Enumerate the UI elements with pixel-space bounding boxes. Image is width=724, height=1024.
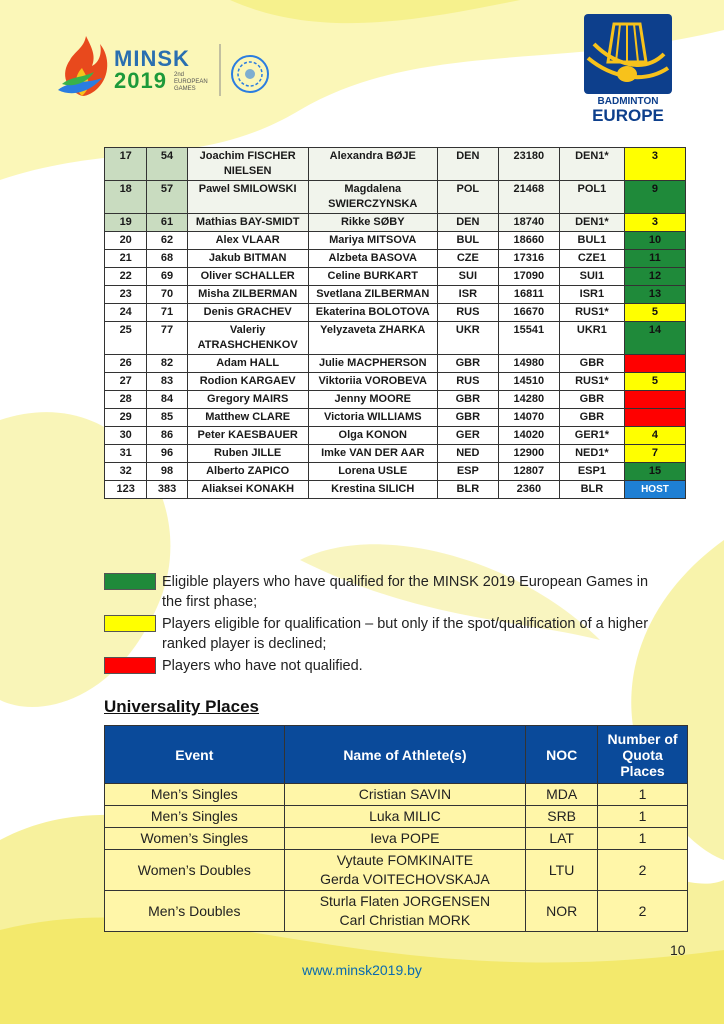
athlete-name: Carl Christian MORK bbox=[339, 912, 471, 928]
entry-number-cell: 84 bbox=[147, 391, 187, 409]
code-cell: RUS1* bbox=[559, 304, 624, 322]
player-two-cell: Imke VAN DER AAR bbox=[308, 445, 437, 463]
table-row bbox=[105, 784, 688, 806]
code-cell: ESP1 bbox=[559, 463, 624, 481]
rank-cell: 28 bbox=[105, 391, 147, 409]
player-one-cell: Peter KAESBAUER bbox=[187, 427, 308, 445]
player-two-cell: Julie MACPHERSON bbox=[308, 355, 437, 373]
status-cell bbox=[624, 409, 685, 427]
code-cell: GBR bbox=[559, 391, 624, 409]
noc-cell: GBR bbox=[437, 355, 498, 373]
athletes-cell bbox=[284, 828, 526, 850]
legend-text: Players who have not qualified. bbox=[162, 658, 363, 674]
status-cell: 15 bbox=[624, 463, 685, 481]
player-two-cell: Krestina SILICH bbox=[308, 481, 437, 499]
status-cell: 3 bbox=[624, 214, 685, 232]
points-cell: 17316 bbox=[498, 250, 559, 268]
rank-cell: 24 bbox=[105, 304, 147, 322]
player-two-cell: Olga KONON bbox=[308, 427, 437, 445]
rank-cell: 27 bbox=[105, 373, 147, 391]
player-two-cell: Yelyzaveta ZHARKA bbox=[308, 322, 437, 355]
noc-cell: DEN bbox=[437, 214, 498, 232]
entry-number-cell: 98 bbox=[147, 463, 187, 481]
table-row bbox=[105, 232, 686, 250]
logo-text-year: 2019 bbox=[114, 68, 167, 93]
noc-cell: POL bbox=[437, 181, 498, 214]
noc-cell: RUS bbox=[437, 373, 498, 391]
points-cell: 14510 bbox=[498, 373, 559, 391]
status-cell: 5 bbox=[624, 304, 685, 322]
status-cell: 14 bbox=[624, 322, 685, 355]
player-one-cell: Rodion KARGAEV bbox=[187, 373, 308, 391]
status-cell: 10 bbox=[624, 232, 685, 250]
noc-cell: RUS bbox=[437, 304, 498, 322]
entry-number-cell: 85 bbox=[147, 409, 187, 427]
table-row bbox=[105, 214, 686, 232]
noc-cell: BLR bbox=[437, 481, 498, 499]
points-cell: 14280 bbox=[498, 391, 559, 409]
player-two-cell: Svetlana ZILBERMAN bbox=[308, 286, 437, 304]
points-cell: 14020 bbox=[498, 427, 559, 445]
athletes-cell bbox=[284, 891, 526, 932]
logo-sub-line: EUROPEAN bbox=[174, 79, 208, 85]
points-cell: 16811 bbox=[498, 286, 559, 304]
table-row bbox=[105, 355, 686, 373]
rank-cell: 25 bbox=[105, 322, 147, 355]
player-two-cell: Lorena USLE bbox=[308, 463, 437, 481]
code-cell: BUL1 bbox=[559, 232, 624, 250]
event-cell: Men’s Doubles bbox=[105, 891, 285, 932]
noc-cell: GBR bbox=[437, 391, 498, 409]
player-one-cell: Misha ZILBERMAN bbox=[187, 286, 308, 304]
player-two-cell: Celine BURKART bbox=[308, 268, 437, 286]
player-one-cell: Pawel SMILOWSKI bbox=[187, 181, 308, 214]
player-one-cell: Alex VLAAR bbox=[187, 232, 308, 250]
status-cell: 5 bbox=[624, 373, 685, 391]
player-one-cell: Joachim FISCHER NIELSEN bbox=[187, 148, 308, 181]
athletes-cell bbox=[284, 784, 526, 806]
status-cell: 3 bbox=[624, 148, 685, 181]
status-cell bbox=[624, 391, 685, 409]
ranking-table bbox=[104, 147, 686, 499]
table-row bbox=[105, 304, 686, 322]
table-row bbox=[105, 181, 686, 214]
noc-cell: GER bbox=[437, 427, 498, 445]
rank-cell: 19 bbox=[105, 214, 147, 232]
rank-cell: 26 bbox=[105, 355, 147, 373]
noc-cell: MDA bbox=[526, 784, 598, 806]
code-cell: BLR bbox=[559, 481, 624, 499]
entry-number-cell: 54 bbox=[147, 148, 187, 181]
header-quota: Number of Quota Places bbox=[598, 726, 688, 784]
table-row bbox=[105, 463, 686, 481]
points-cell: 17090 bbox=[498, 268, 559, 286]
rank-cell: 29 bbox=[105, 409, 147, 427]
quota-cell: 1 bbox=[598, 806, 688, 828]
status-cell: 12 bbox=[624, 268, 685, 286]
table-row bbox=[105, 850, 688, 891]
entry-number-cell: 62 bbox=[147, 232, 187, 250]
rank-cell: 21 bbox=[105, 250, 147, 268]
points-cell: 2360 bbox=[498, 481, 559, 499]
player-two-cell: Alexandra BØJE bbox=[308, 148, 437, 181]
rank-cell: 20 bbox=[105, 232, 147, 250]
table-row bbox=[105, 445, 686, 463]
table-row bbox=[105, 268, 686, 286]
entry-number-cell: 70 bbox=[147, 286, 187, 304]
code-cell: ISR1 bbox=[559, 286, 624, 304]
player-one-cell: Matthew CLARE bbox=[187, 409, 308, 427]
event-cell: Men’s Singles bbox=[105, 784, 285, 806]
logo-sub-line: 2nd bbox=[174, 72, 185, 78]
table-row bbox=[105, 427, 686, 445]
entry-number-cell: 83 bbox=[147, 373, 187, 391]
noc-cell: ISR bbox=[437, 286, 498, 304]
points-cell: 18660 bbox=[498, 232, 559, 250]
player-two-cell: Alzbeta BASOVA bbox=[308, 250, 437, 268]
table-row bbox=[105, 481, 686, 499]
code-cell: GBR bbox=[559, 355, 624, 373]
shuttlecock-icon bbox=[584, 14, 672, 94]
logo-text-badminton: BADMINTON bbox=[597, 96, 659, 107]
quota-cell: 2 bbox=[598, 850, 688, 891]
player-two-cell: Rikke SØBY bbox=[308, 214, 437, 232]
points-cell: 21468 bbox=[498, 181, 559, 214]
noc-cell: GBR bbox=[437, 409, 498, 427]
rank-cell: 30 bbox=[105, 427, 147, 445]
status-cell: 13 bbox=[624, 286, 685, 304]
universality-table-body bbox=[105, 784, 688, 932]
yellow-swatch bbox=[104, 615, 156, 632]
table-row bbox=[105, 286, 686, 304]
quota-cell: 1 bbox=[598, 828, 688, 850]
player-two-cell: Mariya MITSOVA bbox=[308, 232, 437, 250]
minsk-2019-logo bbox=[52, 30, 272, 102]
status-cell: 11 bbox=[624, 250, 685, 268]
status-cell bbox=[624, 355, 685, 373]
rank-cell: 17 bbox=[105, 148, 147, 181]
status-cell: 9 bbox=[624, 181, 685, 214]
status-cell: 4 bbox=[624, 427, 685, 445]
red-swatch bbox=[104, 657, 156, 674]
points-cell: 15541 bbox=[498, 322, 559, 355]
table-row bbox=[105, 806, 688, 828]
entry-number-cell: 77 bbox=[147, 322, 187, 355]
status-cell: HOST bbox=[624, 481, 685, 499]
entry-number-cell: 61 bbox=[147, 214, 187, 232]
table-row bbox=[105, 891, 688, 932]
noc-cell: NOR bbox=[526, 891, 598, 932]
athletes-cell bbox=[284, 806, 526, 828]
badminton-europe-logo bbox=[584, 14, 672, 126]
page-number: 10 bbox=[670, 942, 686, 958]
legend-item-red bbox=[104, 656, 664, 676]
code-cell: GBR bbox=[559, 409, 624, 427]
table-row bbox=[105, 322, 686, 355]
player-one-cell: Oliver SCHALLER bbox=[187, 268, 308, 286]
ranking-table-body bbox=[105, 148, 686, 499]
player-one-cell: Denis GRACHEV bbox=[187, 304, 308, 322]
table-row bbox=[105, 391, 686, 409]
event-cell: Women’s Doubles bbox=[105, 850, 285, 891]
logo-text-europe: EUROPE bbox=[592, 106, 664, 125]
athlete-name: Sturla Flaten JORGENSEN bbox=[319, 893, 491, 909]
legend-text: Eligible players who have qualified for the MINSK 2019 European Games in the first phase; bbox=[162, 574, 649, 610]
legend-item-yellow bbox=[104, 614, 664, 654]
rank-cell: 18 bbox=[105, 181, 147, 214]
table-row bbox=[105, 828, 688, 850]
player-one-cell: Jakub BITMAN bbox=[187, 250, 308, 268]
logo-subtext bbox=[174, 72, 208, 93]
athlete-name: Ieva POPE bbox=[370, 830, 440, 846]
header-event: Event bbox=[105, 726, 285, 784]
rank-cell: 123 bbox=[105, 481, 147, 499]
universality-table bbox=[104, 725, 688, 932]
player-two-cell: Ekaterina BOLOTOVA bbox=[308, 304, 437, 322]
status-cell: 7 bbox=[624, 445, 685, 463]
code-cell: NED1* bbox=[559, 445, 624, 463]
points-cell: 14980 bbox=[498, 355, 559, 373]
entry-number-cell: 86 bbox=[147, 427, 187, 445]
header-noc: NOC bbox=[526, 726, 598, 784]
code-cell: GER1* bbox=[559, 427, 624, 445]
rank-cell: 32 bbox=[105, 463, 147, 481]
rank-cell: 31 bbox=[105, 445, 147, 463]
player-one-cell: Ruben JILLE bbox=[187, 445, 308, 463]
points-cell: 23180 bbox=[498, 148, 559, 181]
table-row bbox=[105, 250, 686, 268]
entry-number-cell: 383 bbox=[147, 481, 187, 499]
entry-number-cell: 57 bbox=[147, 181, 187, 214]
footer-url[interactable]: www.minsk2019.by bbox=[302, 962, 422, 978]
player-one-cell: Valeriy ATRASHCHENKOV bbox=[187, 322, 308, 355]
player-two-cell: Magdalena SWIERCZYNSKA bbox=[308, 181, 437, 214]
green-swatch bbox=[104, 573, 156, 590]
code-cell: CZE1 bbox=[559, 250, 624, 268]
code-cell: DEN1* bbox=[559, 214, 624, 232]
points-cell: 12900 bbox=[498, 445, 559, 463]
event-cell: Men’s Singles bbox=[105, 806, 285, 828]
code-cell: SUI1 bbox=[559, 268, 624, 286]
athlete-name: Cristian SAVIN bbox=[358, 786, 452, 802]
noc-cell: DEN bbox=[437, 148, 498, 181]
player-one-cell: Alberto ZAPICO bbox=[187, 463, 308, 481]
logo-sub-line: GAMES bbox=[174, 86, 196, 92]
noc-cell: NED bbox=[437, 445, 498, 463]
rank-cell: 23 bbox=[105, 286, 147, 304]
player-one-cell: Aliaksei KONAKH bbox=[187, 481, 308, 499]
player-one-cell: Adam HALL bbox=[187, 355, 308, 373]
code-cell: DEN1* bbox=[559, 148, 624, 181]
entry-number-cell: 68 bbox=[147, 250, 187, 268]
table-row bbox=[105, 409, 686, 427]
quota-cell: 1 bbox=[598, 784, 688, 806]
points-cell: 16670 bbox=[498, 304, 559, 322]
noc-cell: CZE bbox=[437, 250, 498, 268]
rank-cell: 22 bbox=[105, 268, 147, 286]
noc-cell: BUL bbox=[437, 232, 498, 250]
player-two-cell: Viktoriia VOROBEVA bbox=[308, 373, 437, 391]
table-header-row bbox=[105, 726, 688, 784]
code-cell: RUS1* bbox=[559, 373, 624, 391]
noc-cell: ESP bbox=[437, 463, 498, 481]
quota-cell: 2 bbox=[598, 891, 688, 932]
legend-text: Players eligible for qualification – but only if the spot/qualification of a higher ranked player is declined; bbox=[162, 616, 649, 652]
legend-item-green bbox=[104, 572, 664, 612]
entry-number-cell: 82 bbox=[147, 355, 187, 373]
noc-cell: UKR bbox=[437, 322, 498, 355]
entry-number-cell: 71 bbox=[147, 304, 187, 322]
legend bbox=[104, 572, 664, 676]
noc-cell: SUI bbox=[437, 268, 498, 286]
event-cell: Women’s Singles bbox=[105, 828, 285, 850]
code-cell: POL1 bbox=[559, 181, 624, 214]
header-athletes: Name of Athlete(s) bbox=[284, 726, 526, 784]
points-cell: 18740 bbox=[498, 214, 559, 232]
noc-cell: LAT bbox=[526, 828, 598, 850]
player-one-cell: Gregory MAIRS bbox=[187, 391, 308, 409]
entry-number-cell: 69 bbox=[147, 268, 187, 286]
athlete-name: Gerda VOITECHOVSKAJA bbox=[320, 871, 490, 887]
table-row bbox=[105, 373, 686, 391]
points-cell: 14070 bbox=[498, 409, 559, 427]
noc-cell: SRB bbox=[526, 806, 598, 828]
athlete-name: Luka MILIC bbox=[369, 808, 441, 824]
entry-number-cell: 96 bbox=[147, 445, 187, 463]
athlete-name: Vytaute FOMKINAITE bbox=[336, 852, 474, 868]
athletes-cell bbox=[284, 850, 526, 891]
player-two-cell: Jenny MOORE bbox=[308, 391, 437, 409]
table-row bbox=[105, 148, 686, 181]
noc-cell: LTU bbox=[526, 850, 598, 891]
section-title: Universality Places bbox=[104, 697, 259, 716]
player-one-cell: Mathias BAY-SMIDT bbox=[187, 214, 308, 232]
points-cell: 12807 bbox=[498, 463, 559, 481]
player-two-cell: Victoria WILLIAMS bbox=[308, 409, 437, 427]
logo-text-minsk: MINSK bbox=[114, 46, 190, 71]
code-cell: UKR1 bbox=[559, 322, 624, 355]
